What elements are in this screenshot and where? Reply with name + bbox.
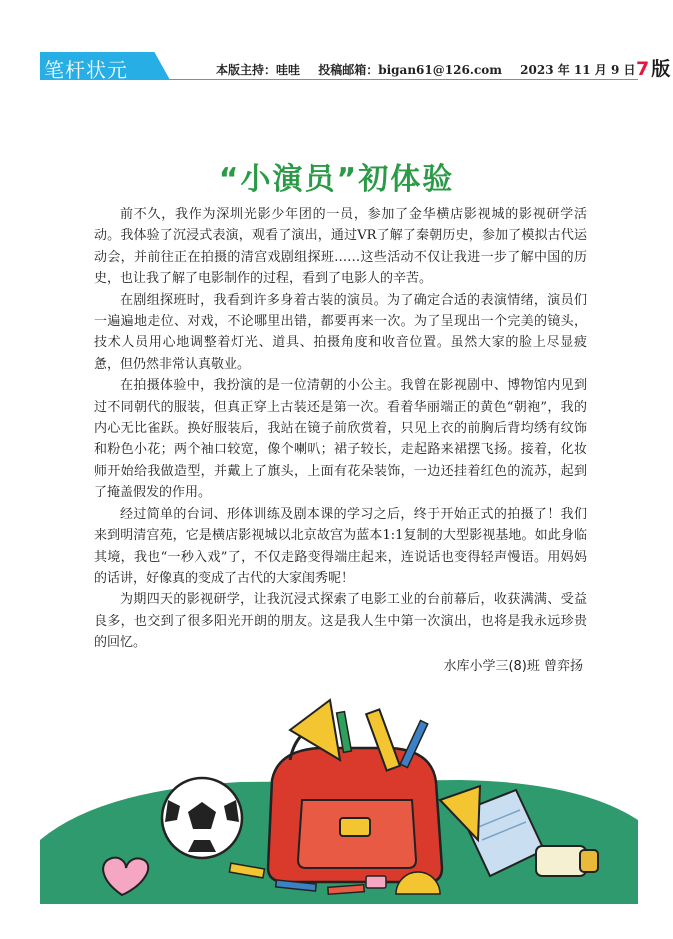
page-header: [40, 52, 671, 82]
author-byline: 水库小学三(8)班 曾弈扬: [443, 659, 583, 674]
column-name: 笔杆状元: [44, 58, 128, 82]
paragraph: 在拍摄体验中，我扮演的是一位清朝的小公主。我曾在影视剧中、博物馆内见到过不同朝代的服装，但真正穿上古装还是第一次。看着华丽端正的黄色“朝袍”，我的内心无比雀跃。换好服装后，我站在镜子前欣赏着，只见上衣的前胸后背均绣有纹饰和粉色小花；两个袖口较宽，像个喇叭；裙子较长，走起路来裙摆飞扬。接着，化妆师开始给我做造型，并戴上了旗头，上面有花朵装饰，一边还挂着红色的流苏，起到了掩盖假发的作用。: [94, 378, 587, 501]
crayon-icon: [328, 885, 364, 894]
page-number-digit: 7: [636, 58, 650, 80]
header-info: [216, 61, 650, 78]
paragraph: 前不久，我作为深圳光影少年团的一员，参加了金华横店影视城的影视研学活动。我体验了沉浸式表演，观看了演出，通过VR了解了秦朝历史，参加了模拟古代运动会，并前往正在拍摄的清宫戏剧组探班……这些活动不仅让我进一步了解中国的历史，也让我了解了电影制作的过程，看到了电影人的辛苦。: [94, 207, 587, 287]
issue-date: 2023 年 11 月 9 日: [520, 63, 636, 77]
eraser-icon: [366, 876, 386, 888]
editor-credit: 本版主持：哇哇: [216, 63, 301, 77]
glue-stick-icon: [536, 846, 598, 876]
school-supplies-illustration: [40, 690, 638, 904]
article-body: [94, 204, 587, 654]
illustration-svg: [40, 690, 638, 904]
soccer-ball-icon: [162, 778, 242, 858]
pencil-icon: [337, 712, 352, 753]
submission-email: 投稿邮箱：bigan61@126.com: [318, 63, 502, 77]
article-title: “小演员”初体验: [218, 162, 455, 197]
paragraph: 经过简单的台词、形体训练及剧本课的学习之后，终于开始正式的拍摄了！我们来到明清宫苑，它是横店影视城以北京故宫为蓝本1:1复制的大型影视基地。如此身临其境，我也“一秒入戏”了，不仅走路变得端庄起来，连说话也变得轻声慢语。用妈妈的话讲，好像真的变成了古代的大家闺秀呢！: [94, 506, 587, 586]
header-rule: [168, 79, 638, 80]
paragraph: 为期四天的影视研学，让我沉浸式探索了电影工业的台前幕后，收获满满、受益良多，也交到了很多阳光开朗的朋友。这是我人生中第一次演出，也将是我永远珍贵的回忆。: [94, 592, 587, 651]
page-number: [636, 54, 670, 81]
paragraph: 在剧组探班时，我看到许多身着古装的演员。为了确定合适的表演情绪，演员们一遍遍地走位、对戏，不论哪里出错，都要再来一次。为了呈现出一个完美的镜头，技术人员用心地调整着灯光、道具、拍摄角度和收音位置。虽然大家的脸上尽显疲惫，但仍然非常认真敬业。: [94, 292, 587, 372]
page-number-suffix: 版: [651, 58, 671, 80]
